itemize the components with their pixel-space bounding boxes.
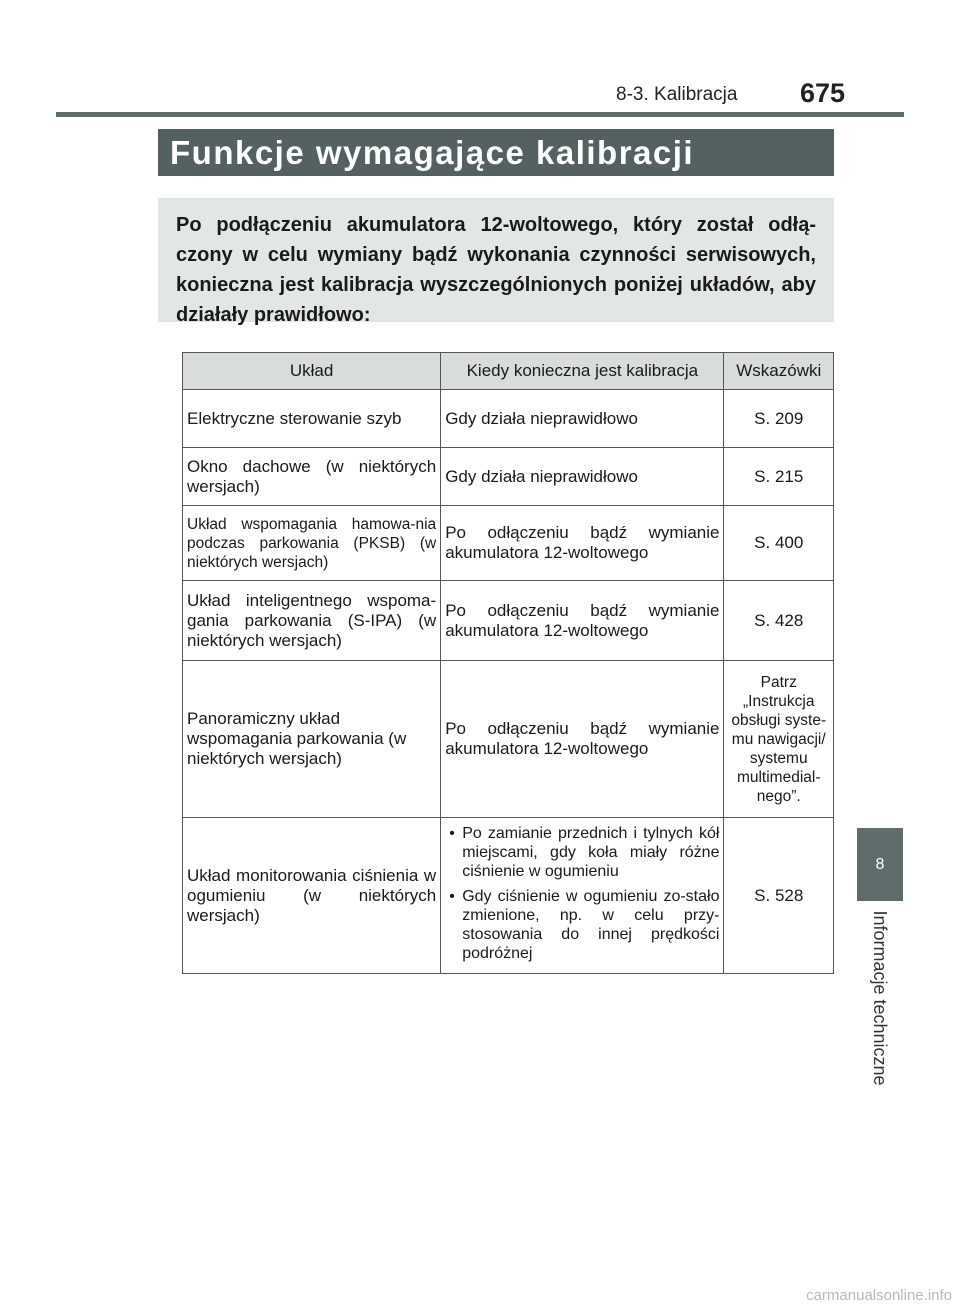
calibration-table	[182, 352, 834, 974]
cell-when: Po odłączeniu bądź wymianie akumulatora 12-woltowego	[441, 661, 724, 818]
page-number: 675	[800, 78, 846, 108]
cell-reference: Patrz „Instrukcja obsługi syste-mu nawigacji/ systemu multimedial-nego”.	[724, 661, 834, 818]
table-row	[183, 390, 834, 448]
watermark: carmanualsonline.info	[806, 1287, 952, 1304]
cell-when-list	[441, 818, 724, 974]
cell-reference: S. 400	[724, 506, 834, 581]
cell-reference: S. 528	[724, 818, 834, 974]
page-title: Funkcje wymagające kalibracji	[158, 129, 834, 176]
section-title: 8-3. Kalibracja	[616, 84, 738, 105]
table-header-row	[183, 353, 834, 390]
cell-system: Układ wspomagania hamowa-nia podczas parkowania (PKSB) (w niektórych wersjach)	[183, 506, 441, 581]
cell-system: Okno dachowe (w niektórych wersjach)	[183, 448, 441, 506]
column-header-notes: Wskazówki	[724, 353, 834, 390]
chapter-tab: 8	[857, 828, 903, 901]
intro-paragraph: Po podłączeniu akumulatora 12-woltowego, który został odłą-czony w celu wymiany bądź wykonania czynności serwisowych, konieczna jest kalibracja wyszczególnionych poniżej układów, aby działały prawidłowo:	[158, 198, 834, 322]
cell-reference: S. 215	[724, 448, 834, 506]
cell-system: Elektryczne sterowanie szyb	[183, 390, 441, 448]
table-row	[183, 506, 834, 581]
cell-when: Po odłączeniu bądź wymianie akumulatora 12-woltowego	[441, 581, 724, 661]
condition-list	[445, 824, 719, 963]
table-row	[183, 448, 834, 506]
cell-system: Układ monitorowania ciśnienia w ogumieniu (w niektórych wersjach)	[183, 818, 441, 974]
table-row	[183, 818, 834, 974]
cell-reference: S. 428	[724, 581, 834, 661]
column-header-system: Układ	[183, 353, 441, 390]
table-row	[183, 581, 834, 661]
cell-system: Panoramiczny układ wspomagania parkowania (w niektórych wersjach)	[183, 661, 441, 818]
list-item: • Gdy ciśnienie w ogumieniu zo-stało zmienione, np. w celu przy-stosowania do innej prędkości podróżnej	[445, 887, 719, 963]
cell-when: Gdy działa nieprawidłowo	[441, 448, 724, 506]
table-row	[183, 661, 834, 818]
cell-when: Po odłączeniu bądź wymianie akumulatora 12-woltowego	[441, 506, 724, 581]
cell-system: Układ inteligentnego wspoma-gania parkowania (S-IPA) (w niektórych wersjach)	[183, 581, 441, 661]
chapter-label: Informacje techniczne	[870, 910, 890, 1086]
header-divider	[56, 112, 904, 117]
cell-reference: S. 209	[724, 390, 834, 448]
cell-when: Gdy działa nieprawidłowo	[441, 390, 724, 448]
list-item: • Po zamianie przednich i tylnych kół miejscami, gdy koła miały różne ciśnienie w ogumieniu	[445, 824, 719, 881]
column-header-when: Kiedy konieczna jest kalibracja	[441, 353, 724, 390]
